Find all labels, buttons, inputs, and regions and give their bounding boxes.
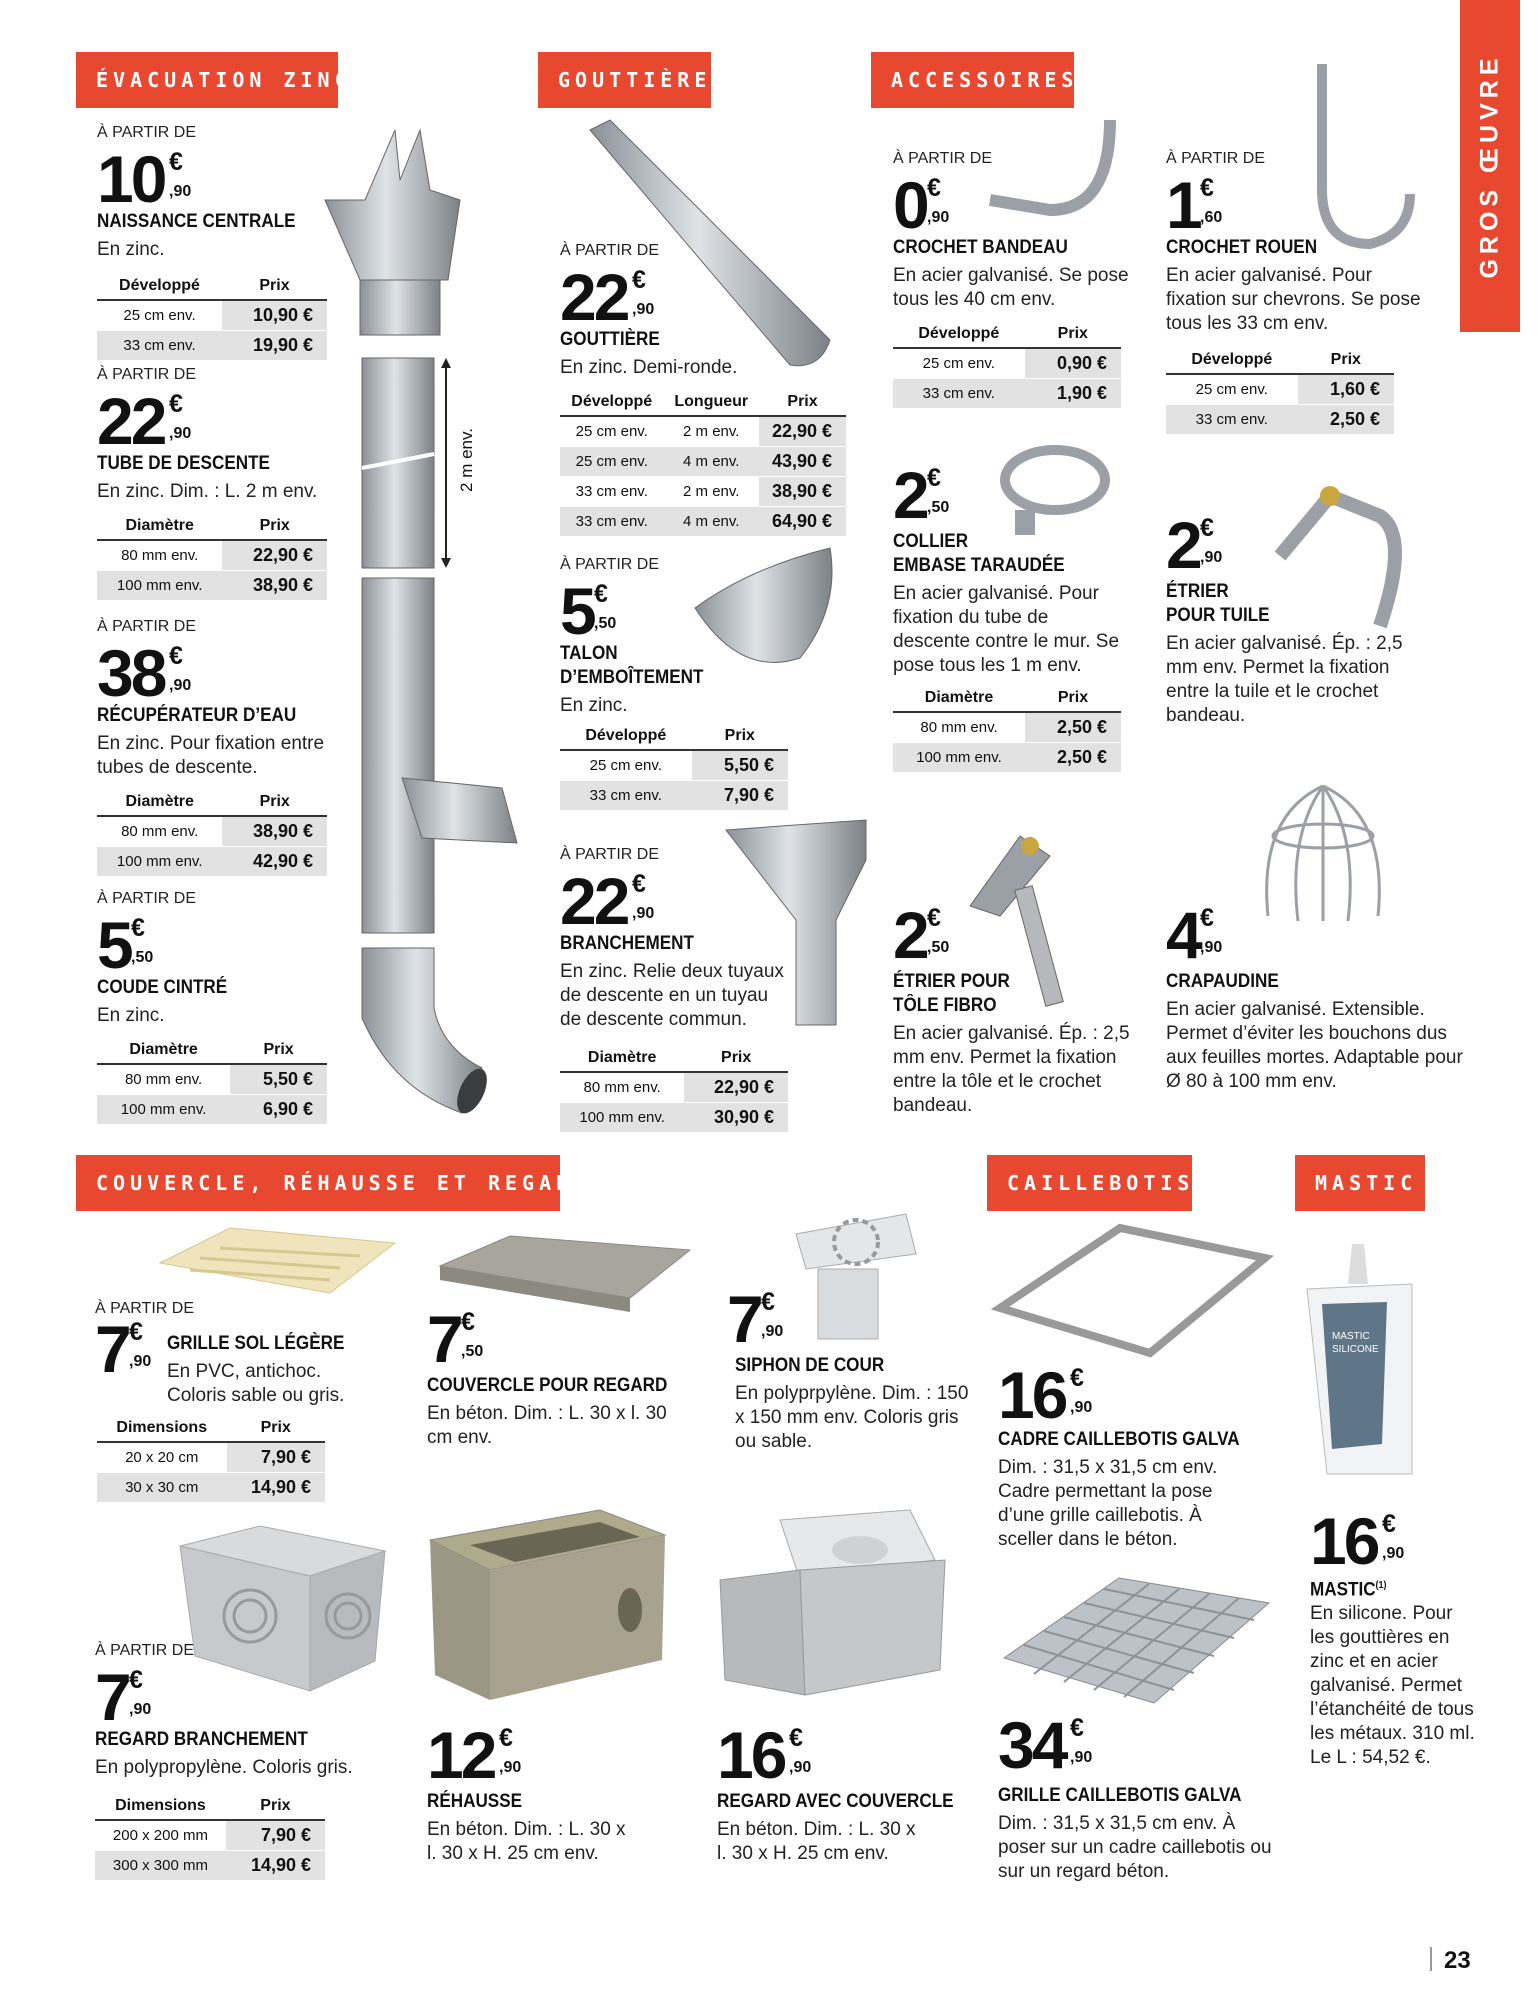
table-row: 80 mm env. 5,50 € xyxy=(97,1064,327,1094)
table-header: Développé xyxy=(893,320,1025,348)
product-name: GOUTTIÈRE xyxy=(560,329,660,350)
product-desc: En zinc. xyxy=(560,695,628,716)
product-name: ÉTRIER POUR xyxy=(893,971,1010,992)
side-tab xyxy=(1460,0,1520,332)
table-row: 25 cm env. 2 m env. 22,90 € xyxy=(560,416,846,446)
price-currency: € xyxy=(131,914,145,942)
section-header-mastic: MASTIC xyxy=(1295,1155,1425,1211)
price-currency: € xyxy=(594,580,608,608)
price-crochet-rouen xyxy=(1166,168,1223,242)
page-number-value: 23 xyxy=(1444,1947,1471,1974)
product-desc: En acier galvanisé. Ép. : 2,5 mm env. Permet la fixation entre la tuile et le crochet bandeau. xyxy=(1166,633,1403,726)
product-desc: En béton. Dim. : L. 30 x l. 30 x H. 25 cm env. xyxy=(717,1819,916,1864)
price-crochet-bandeau xyxy=(893,168,950,242)
price-currency: € xyxy=(632,266,646,294)
price-talon xyxy=(560,574,617,648)
section-header-gouttiere: GOUTTIÈRE xyxy=(538,52,711,108)
price-table xyxy=(97,512,327,601)
table-row: 100 mm env. 30,90 € xyxy=(560,1102,788,1132)
crochet-bandeau-image xyxy=(990,120,1130,230)
price-currency: € xyxy=(632,870,646,898)
price-rehausse xyxy=(427,1718,522,1792)
table-header: Prix xyxy=(227,1414,325,1442)
price-regard-branchement xyxy=(95,1660,152,1734)
product-name: RÉHAUSSE xyxy=(427,1791,523,1812)
collier-image xyxy=(1000,440,1120,540)
table-row: 25 cm env. 0,90 € xyxy=(893,348,1121,378)
table-header: Prix xyxy=(1025,320,1121,348)
table-header: Prix xyxy=(1025,684,1121,712)
recuperateur-image xyxy=(362,578,522,938)
section-header-caillebotis: CAILLEBOTIS xyxy=(987,1155,1192,1211)
talon-image xyxy=(690,548,840,678)
price-grille-caillebotis xyxy=(998,1708,1093,1782)
price-table xyxy=(95,1792,325,1881)
table-row: 80 mm env. 22,90 € xyxy=(97,540,327,570)
product-desc: En béton. Dim. : L. 30 x l. 30 x H. 25 cm env. xyxy=(427,1819,626,1864)
table-row: 100 mm env. 42,90 € xyxy=(97,846,327,876)
table-header: Développé xyxy=(560,388,664,416)
table-header: Diamètre xyxy=(560,1044,684,1072)
price-int: 38 xyxy=(97,636,165,710)
table-header: Diamètre xyxy=(97,512,222,540)
price-cents: ,90 xyxy=(129,1701,152,1718)
product-desc: En acier galvanisé. Se pose tous les 40 cm env. xyxy=(893,265,1129,310)
price-cents: ,90 xyxy=(1200,939,1223,956)
price-currency: € xyxy=(927,904,941,932)
price-grille-sol xyxy=(95,1312,152,1386)
price-cents: ,50 xyxy=(131,949,154,966)
price-currency: € xyxy=(499,1724,513,1752)
table-row: 80 mm env. 38,90 € xyxy=(97,816,327,846)
price-cents: ,90 xyxy=(169,183,192,200)
product-desc: En zinc. Relie deux tuyaux de descente en un tuyau de descente commun. xyxy=(560,961,784,1030)
table-header: Prix xyxy=(1298,346,1394,374)
price-currency: € xyxy=(1070,1714,1084,1742)
price-table xyxy=(1166,346,1394,435)
from-label: À PARTIR DE xyxy=(1166,150,1265,167)
price-cents: ,90 xyxy=(632,905,655,922)
rehausse-image xyxy=(430,1510,670,1700)
price-collier xyxy=(893,458,950,532)
product-name xyxy=(1310,1574,1387,1602)
mastic-tube-label: MASTIC xyxy=(1332,1331,1370,1342)
price-int: 2 xyxy=(1166,508,1200,582)
table-header: Prix xyxy=(684,1044,788,1072)
product-name: CRAPAUDINE xyxy=(1166,971,1279,992)
price-int: 0 xyxy=(893,168,927,242)
price-currency: € xyxy=(1382,1510,1396,1538)
from-label: À PARTIR DE xyxy=(97,366,196,383)
price-int: 22 xyxy=(560,864,628,938)
product-desc: En zinc. xyxy=(97,239,165,260)
price-table xyxy=(893,684,1121,773)
price-currency: € xyxy=(129,1666,143,1694)
footnote-ref: (1) xyxy=(1375,1580,1387,1591)
table-row: 25 cm env. 5,50 € xyxy=(560,750,788,780)
price-cents: ,90 xyxy=(1070,1749,1093,1766)
table-header: Longueur xyxy=(664,388,760,416)
price-currency: € xyxy=(789,1724,803,1752)
product-name: SIPHON DE COUR xyxy=(735,1355,885,1376)
price-cents: ,50 xyxy=(594,615,617,632)
price-int: 7 xyxy=(427,1302,461,1376)
product-desc: En zinc. Demi-ronde. xyxy=(560,357,738,378)
price-cents: ,50 xyxy=(927,499,950,516)
price-currency: € xyxy=(761,1288,775,1316)
price-regard-couvercle xyxy=(717,1718,812,1792)
from-label: À PARTIR DE xyxy=(893,150,992,167)
price-table xyxy=(560,722,788,811)
price-cents: ,90 xyxy=(789,1759,812,1776)
price-cents: ,60 xyxy=(1200,209,1223,226)
price-coude xyxy=(97,908,154,982)
table-row: 33 cm env. 2,50 € xyxy=(1166,404,1394,434)
product-name: COUDE CINTRÉ xyxy=(97,977,228,998)
section-header-accessoires: ACCESSOIRES xyxy=(871,52,1074,108)
product-desc: En acier galvanisé. Pour fixation du tube de descente contre le mur. Se pose tous les 1 m env. xyxy=(893,583,1120,676)
product-desc: En acier galvanisé. Ép. : 2,5 mm env. Permet la fixation entre la tôle et le crochet bandeau. xyxy=(893,1023,1130,1116)
couvercle-regard-image xyxy=(440,1236,690,1316)
price-cents: ,50 xyxy=(461,1343,484,1360)
table-header: Prix xyxy=(222,788,327,816)
table-header: Développé xyxy=(97,272,222,300)
price-currency: € xyxy=(169,148,183,176)
cadre-caillebotis-image xyxy=(1000,1228,1270,1358)
price-table xyxy=(97,1036,327,1125)
price-table xyxy=(97,788,327,877)
product-desc: En acier galvanisé. Extensible. Permet d’éviter les bouchons dus aux feuilles mortes. Adaptable pour Ø 80 à 100 mm env. xyxy=(1166,999,1463,1092)
from-label: À PARTIR DE xyxy=(97,890,196,907)
from-label: À PARTIR DE xyxy=(97,124,196,141)
table-row: 33 cm env. 2 m env. 38,90 € xyxy=(560,476,846,506)
product-name: POUR TUILE xyxy=(1166,605,1270,626)
price-table xyxy=(560,388,846,537)
price-mastic xyxy=(1310,1504,1405,1578)
naissance-image xyxy=(320,120,470,340)
product-name: D’EMBOÎTEMENT xyxy=(560,667,704,688)
coude-image xyxy=(362,948,492,1118)
table-row: 25 cm env. 1,60 € xyxy=(1166,374,1394,404)
price-int: 22 xyxy=(560,260,628,334)
price-cadre xyxy=(998,1358,1093,1432)
table-header: Dimensions xyxy=(95,1792,226,1820)
product-name: ÉTRIER xyxy=(1166,581,1229,602)
price-siphon xyxy=(727,1282,784,1356)
product-desc: En zinc. Pour fixation entre tubes de descente. xyxy=(97,733,325,778)
price-int: 2 xyxy=(893,898,927,972)
product-name: COUVERCLE POUR REGARD xyxy=(427,1375,668,1396)
price-int: 7 xyxy=(95,1660,129,1734)
product-name: CROCHET ROUEN xyxy=(1166,237,1318,258)
crapaudine-image xyxy=(1248,776,1398,926)
table-header: Prix xyxy=(226,1792,325,1820)
table-header: Diamètre xyxy=(893,684,1025,712)
price-currency: € xyxy=(1200,904,1214,932)
price-currency: € xyxy=(169,642,183,670)
product-desc: Dim. : 31,5 x 31,5 cm env. Cadre permettant la pose d’une grille caillebotis. À sceller dans le béton. xyxy=(998,1457,1218,1550)
table-row: 33 cm env. 7,90 € xyxy=(560,780,788,810)
etrier-tuile-image xyxy=(1270,476,1410,636)
price-int: 5 xyxy=(97,908,131,982)
price-cents: ,90 xyxy=(169,425,192,442)
page-number-divider xyxy=(1430,1947,1432,1971)
price-currency: € xyxy=(1200,514,1214,542)
price-int: 2 xyxy=(893,458,927,532)
price-cents: ,90 xyxy=(499,1759,522,1776)
product-desc: En polypropylène. Coloris gris. xyxy=(95,1757,353,1778)
price-currency: € xyxy=(927,464,941,492)
table-header: Prix xyxy=(230,1036,327,1064)
price-branchement xyxy=(560,864,655,938)
price-cents: ,90 xyxy=(169,677,192,694)
price-recuperateur xyxy=(97,636,192,710)
product-name: GRILLE SOL LÉGÈRE xyxy=(167,1333,345,1354)
table-row: 300 x 300 mm 14,90 € xyxy=(95,1850,325,1880)
table-header: Diamètre xyxy=(97,1036,230,1064)
price-naissance xyxy=(97,142,192,216)
table-row: 30 x 30 cm 14,90 € xyxy=(97,1472,325,1502)
table-header: Prix xyxy=(692,722,788,750)
section-header-couvercle: COUVERCLE, RÉHAUSSE ET REGARDS xyxy=(76,1155,560,1211)
table-row: 100 mm env. 38,90 € xyxy=(97,570,327,600)
product-name: REGARD AVEC COUVERCLE xyxy=(717,1791,954,1812)
product-name: CROCHET BANDEAU xyxy=(893,237,1068,258)
price-int: 7 xyxy=(727,1282,761,1356)
price-etrier-tole xyxy=(893,898,950,972)
price-cents: ,90 xyxy=(927,209,950,226)
product-desc: Dim. : 31,5 x 31,5 cm env. À poser sur un cadre caillebotis ou sur un regard béton. xyxy=(998,1813,1272,1882)
product-name: TUBE DE DESCENTE xyxy=(97,453,270,474)
product-name: EMBASE TARAUDÉE xyxy=(893,555,1065,576)
grille-caillebotis-image xyxy=(1004,1578,1274,1708)
price-table xyxy=(97,1414,325,1503)
price-tube xyxy=(97,384,192,458)
product-name: NAISSANCE CENTRALE xyxy=(97,211,296,232)
dimension-label: 2 m env. xyxy=(457,428,476,492)
price-cents: ,50 xyxy=(927,939,950,956)
price-int: 4 xyxy=(1166,898,1200,972)
product-name: COLLIER xyxy=(893,531,969,552)
section-header-evacuation-zinc: ÉVACUATION ZINC xyxy=(76,52,338,108)
price-int: 16 xyxy=(717,1718,785,1792)
product-name: TÔLE FIBRO xyxy=(893,995,997,1016)
price-cents: ,90 xyxy=(632,301,655,318)
crochet-rouen-image xyxy=(1280,64,1420,264)
price-etrier-tuile xyxy=(1166,508,1223,582)
price-currency: € xyxy=(461,1308,475,1336)
mastic-tube-label: SILICONE xyxy=(1332,1344,1379,1355)
from-label: À PARTIR DE xyxy=(560,242,659,259)
price-crapaudine xyxy=(1166,898,1223,972)
price-int: 34 xyxy=(998,1708,1066,1782)
price-cents: ,90 xyxy=(129,1353,152,1370)
price-table xyxy=(893,320,1121,409)
product-desc: En silicone. Pour les gouttières en zinc et en acier galvanisé. Permet l’étanchéité de tous les métaux. 310 ml. Le L : 54,52 €. xyxy=(1310,1603,1475,1768)
price-int: 5 xyxy=(560,574,594,648)
from-label: À PARTIR DE xyxy=(95,1642,194,1659)
table-row: 100 mm env. 2,50 € xyxy=(893,742,1121,772)
table-header: Développé xyxy=(1166,346,1298,374)
mastic-name: MASTIC xyxy=(1310,1579,1376,1601)
price-currency: € xyxy=(129,1318,143,1346)
from-label: À PARTIR DE xyxy=(560,556,659,573)
mastic-image xyxy=(1302,1244,1412,1484)
table-header: Prix xyxy=(222,272,327,300)
table-row: 100 mm env. 6,90 € xyxy=(97,1094,327,1124)
from-label: À PARTIR DE xyxy=(560,846,659,863)
product-name: RÉCUPÉRATEUR D’EAU xyxy=(97,705,297,726)
table-header: Dimensions xyxy=(97,1414,227,1442)
grille-sol-image xyxy=(160,1228,400,1308)
from-label: À PARTIR DE xyxy=(97,618,196,635)
product-name: REGARD BRANCHEMENT xyxy=(95,1729,308,1750)
price-cents: ,90 xyxy=(1200,549,1223,566)
price-currency: € xyxy=(169,390,183,418)
product-desc: En PVC, antichoc. Coloris sable ou gris. xyxy=(167,1361,345,1406)
table-row: 200 x 200 mm 7,90 € xyxy=(95,1820,325,1850)
regard-couvercle-image xyxy=(720,1510,960,1710)
siphon-image xyxy=(796,1214,916,1344)
price-table xyxy=(560,1044,788,1133)
from-label: À PARTIR DE xyxy=(95,1300,194,1317)
product-desc: En acier galvanisé. Pour fixation sur chevrons. Se pose tous les 33 cm env. xyxy=(1166,265,1421,334)
price-cents: ,90 xyxy=(761,1323,784,1340)
price-int: 16 xyxy=(1310,1504,1378,1578)
table-row: 25 cm env. 4 m env. 43,90 € xyxy=(560,446,846,476)
table-header: Développé xyxy=(560,722,692,750)
table-row: 25 cm env. 10,90 € xyxy=(97,300,327,330)
table-header: Prix xyxy=(222,512,327,540)
price-cents: ,90 xyxy=(1382,1545,1405,1562)
price-int: 16 xyxy=(998,1358,1066,1432)
branchement-image xyxy=(726,820,866,1030)
table-row: 33 cm env. 1,90 € xyxy=(893,378,1121,408)
table-row: 33 cm env. 19,90 € xyxy=(97,330,327,360)
price-cents: ,90 xyxy=(1070,1399,1093,1416)
product-name: GRILLE CAILLEBOTIS GALVA xyxy=(998,1785,1242,1806)
price-currency: € xyxy=(1200,174,1214,202)
page-number xyxy=(1430,1947,1471,1975)
table-header: Prix xyxy=(759,388,846,416)
price-int: 22 xyxy=(97,384,165,458)
product-name: CADRE CAILLEBOTIS GALVA xyxy=(998,1429,1240,1450)
table-row: 20 x 20 cm 7,90 € xyxy=(97,1442,325,1472)
price-currency: € xyxy=(927,174,941,202)
price-table xyxy=(97,272,327,361)
price-couvercle-regard xyxy=(427,1302,484,1376)
product-name: TALON xyxy=(560,643,618,664)
product-desc: En béton. Dim. : L. 30 x l. 30 cm env. xyxy=(427,1403,667,1448)
price-int: 7 xyxy=(95,1312,129,1386)
tube-descente-image xyxy=(362,358,442,568)
product-desc: En zinc. xyxy=(97,1005,165,1026)
price-gouttiere xyxy=(560,260,655,334)
regard-branchement-image xyxy=(170,1526,390,1696)
product-name: BRANCHEMENT xyxy=(560,933,694,954)
product-desc: En polyprpylène. Dim. : 150 x 150 mm env. Coloris gris ou sable. xyxy=(735,1383,969,1452)
product-desc: En zinc. Dim. : L. 2 m env. xyxy=(97,481,318,502)
table-header: Diamètre xyxy=(97,788,222,816)
price-int: 12 xyxy=(427,1718,495,1792)
table-row: 33 cm env. 4 m env. 64,90 € xyxy=(560,506,846,536)
table-row: 80 mm env. 22,90 € xyxy=(560,1072,788,1102)
table-row: 80 mm env. 2,50 € xyxy=(893,712,1121,742)
price-int: 1 xyxy=(1166,168,1200,242)
price-int: 10 xyxy=(97,142,165,216)
price-currency: € xyxy=(1070,1364,1084,1392)
side-tab-label: GROS ŒUVRE xyxy=(1475,53,1504,279)
